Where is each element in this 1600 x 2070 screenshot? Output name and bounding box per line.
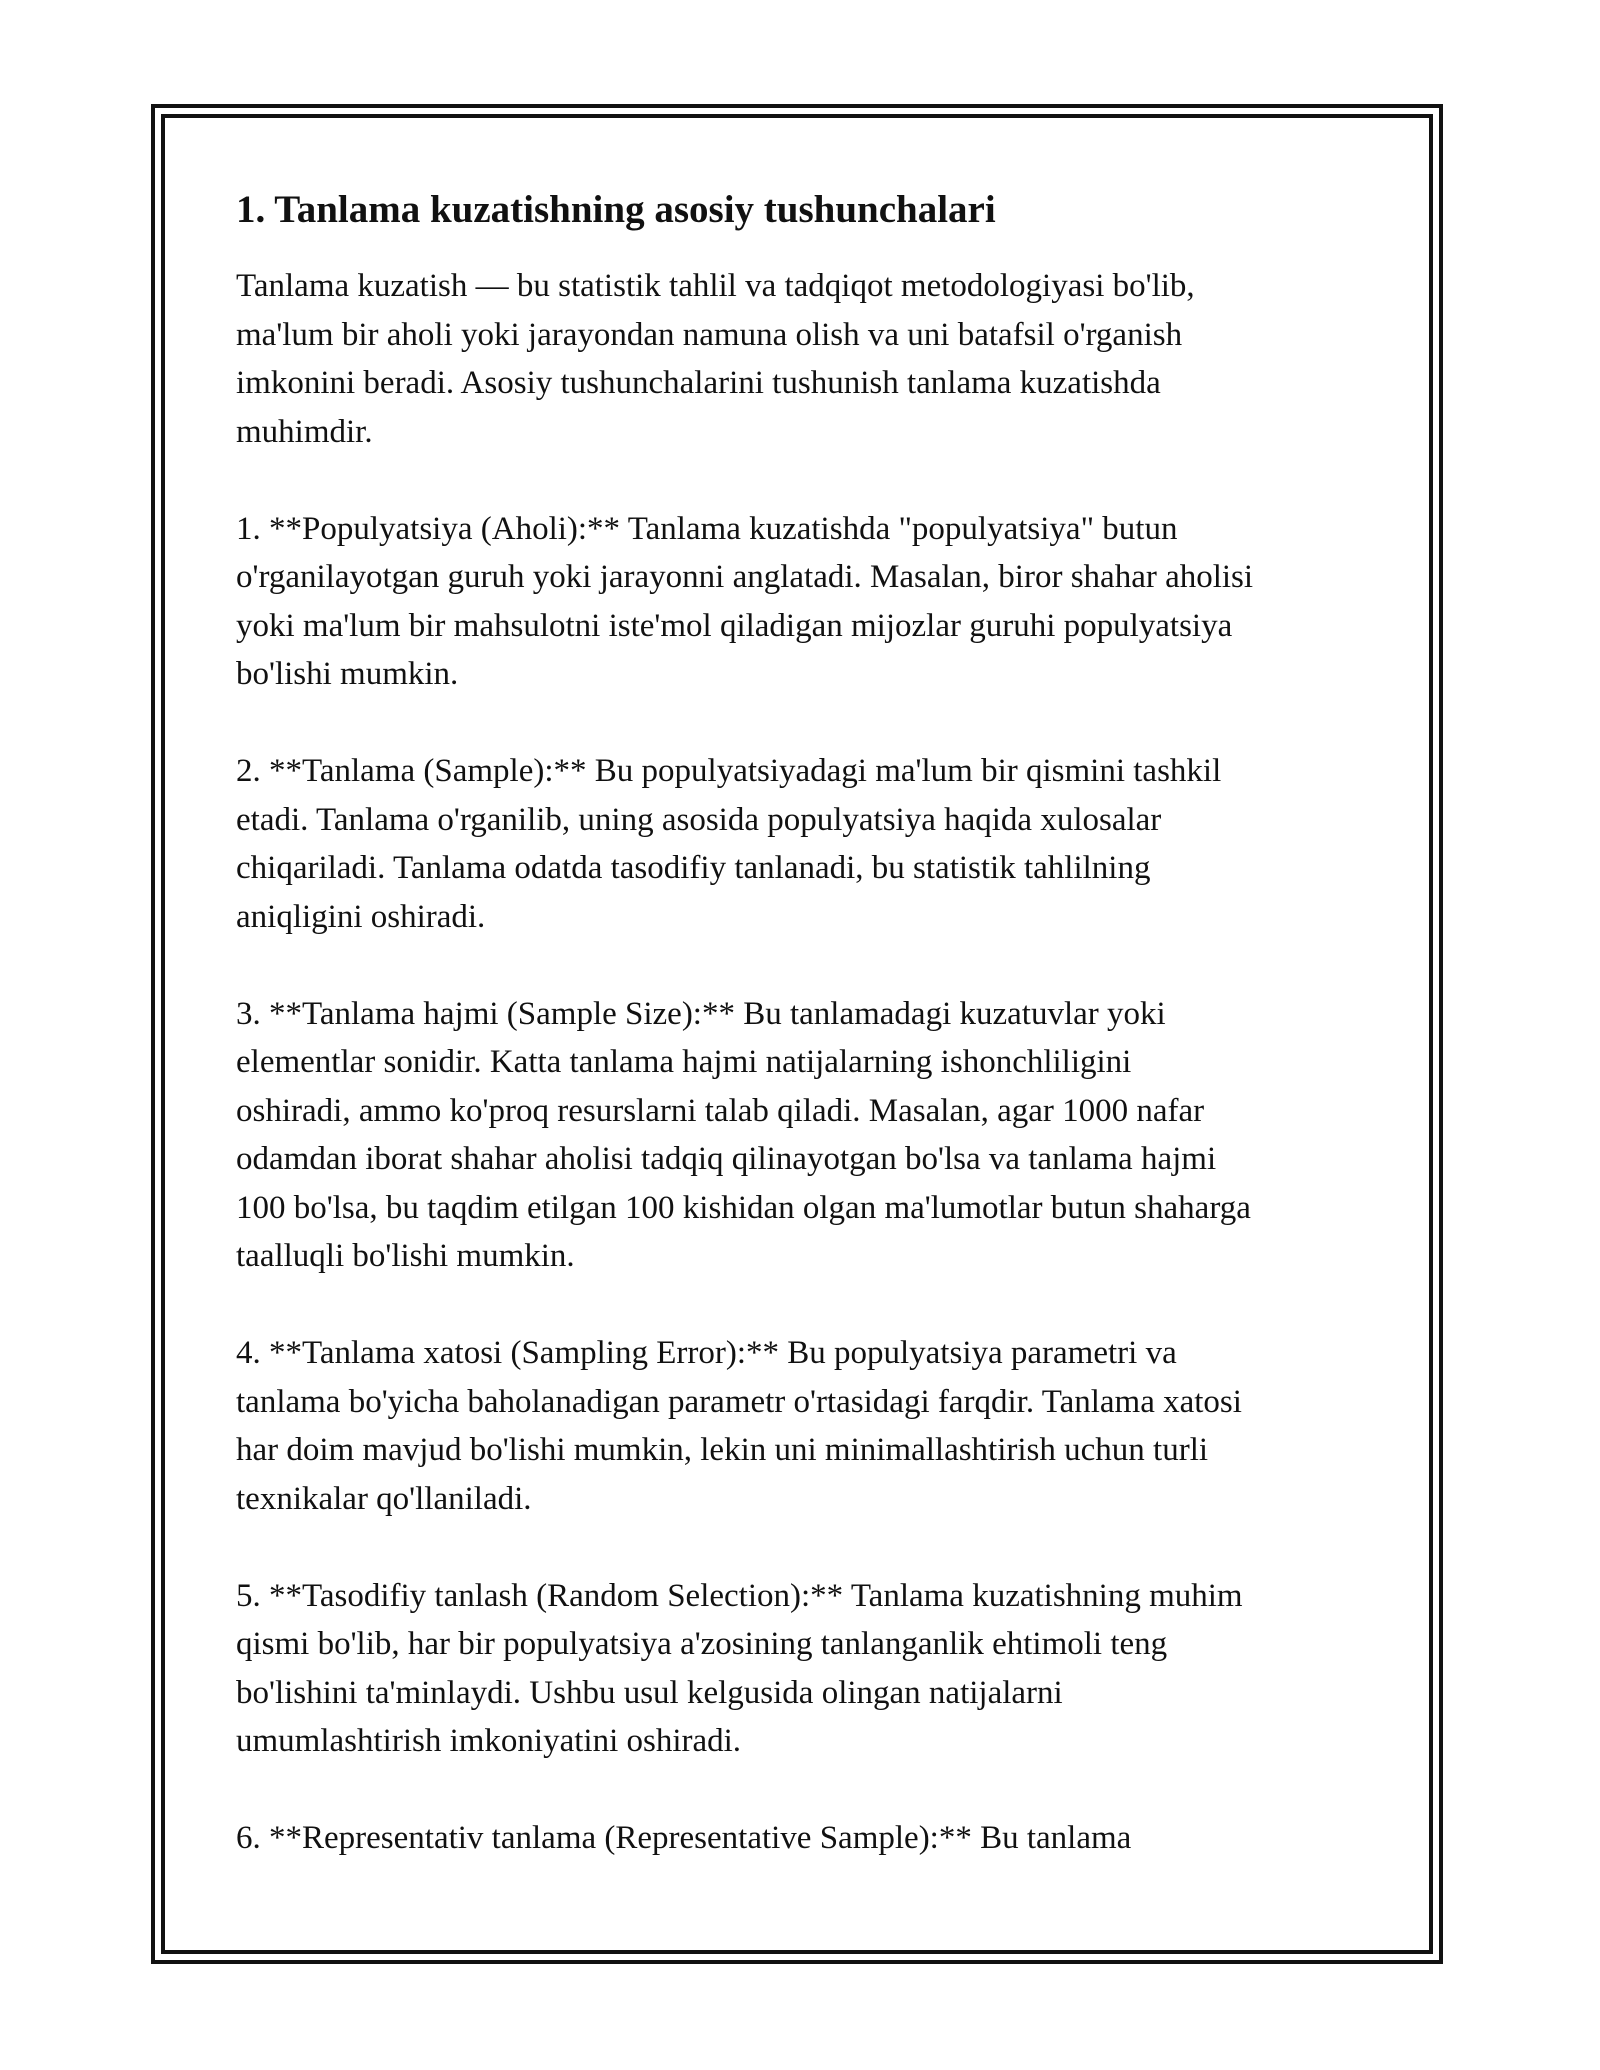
text-line: 2. **Tanlama (Sample):** Bu populyatsiyadagi ma'lum bir qismini tashkil (236, 753, 1222, 789)
document-content (236, 186, 1376, 1911)
text-line: taalluqli bo'lishi mumkin. (236, 1238, 575, 1274)
text-line: o'rganilayotgan guruh yoki jarayonni anglatadi. Masalan, biror shahar aholisi (236, 559, 1254, 595)
paragraph-0 (236, 262, 1376, 456)
text-line: 5. **Tasodifiy tanlash (Random Selection):** Tanlama kuzatishning muhim (236, 1577, 1243, 1614)
text-line: ma'lum bir aholi yoki jarayondan namuna olish va uni batafsil o'rganish (236, 316, 1183, 353)
text-line: chiqariladi. Tanlama odatda tasodifiy tanlanadi, bu statistik tahlilning (236, 850, 1151, 886)
text-line: 3. **Tanlama hajmi (Sample Size):** Bu tanlamadagi kuzatuvlar yoki (236, 995, 1166, 1032)
paragraph-6 (236, 1814, 1376, 1863)
text-line: elementlar sonidir. Katta tanlama hajmi natijalarning ishonchliligini (236, 1044, 1132, 1080)
paragraph-3 (236, 990, 1376, 1281)
paragraph-list (236, 262, 1376, 1863)
text-line: har doim mavjud bo'lishi mumkin, lekin uni minimallashtirish uchun turli (236, 1432, 1209, 1468)
text-line: yoki ma'lum bir mahsulotni iste'mol qiladigan mijozlar guruhi populyatsiya (236, 607, 1233, 644)
paragraph-1 (236, 505, 1376, 699)
text-line: bo'lishi mumkin. (236, 656, 459, 692)
text-line: tanlama bo'yicha baholanadigan parametr o'rtasidagi farqdir. Tanlama xatosi (236, 1383, 1242, 1420)
text-line: bo'lishini ta'minlaydi. Ushbu usul kelgusida olingan natijalarni (236, 1674, 1063, 1711)
text-line: oshiradi, ammo ko'proq resurslarni talab qiladi. Masalan, agar 1000 nafar (236, 1092, 1205, 1129)
text-line: aniqligini oshiradi. (236, 898, 486, 935)
text-line: 6. **Representativ tanlama (Representative Sample):** Bu tanlama (236, 1820, 1132, 1856)
text-line: imkonini beradi. Asosiy tushunchalarini tushunish tanlama kuzatishda (236, 365, 1161, 401)
text-line: odamdan iborat shahar aholisi tadqiq qilinayotgan bo'lsa va tanlama hajmi (236, 1141, 1217, 1177)
text-line: qismi bo'lib, har bir populyatsiya a'zosining tanlanganlik ehtimoli teng (236, 1626, 1168, 1662)
text-line: etadi. Tanlama o'rganilib, uning asosida populyatsiya haqida xulosalar (236, 801, 1162, 838)
text-line: Tanlama kuzatish — bu statistik tahlil va tadqiqot metodologiyasi bo'lib, (236, 268, 1195, 304)
paragraph-5 (236, 1572, 1376, 1766)
section-heading: 1. Tanlama kuzatishning asosiy tushunchalari (236, 188, 996, 231)
text-line: 100 bo'lsa, bu taqdim etilgan 100 kishidan olgan ma'lumotlar butun shaharga (236, 1189, 1251, 1226)
paragraph-2 (236, 747, 1376, 941)
text-line: muhimdir. (236, 413, 373, 450)
paragraph-4 (236, 1329, 1376, 1523)
text-line: 4. **Tanlama xatosi (Sampling Error):** Bu populyatsiya parametri va (236, 1335, 1177, 1371)
text-line: 1. **Populyatsiya (Aholi):** Tanlama kuzatishda "populyatsiya" butun (236, 510, 1178, 547)
text-line: umumlashtirish imkoniyatini oshiradi. (236, 1723, 742, 1759)
text-line: texnikalar qo'llaniladi. (236, 1480, 532, 1517)
